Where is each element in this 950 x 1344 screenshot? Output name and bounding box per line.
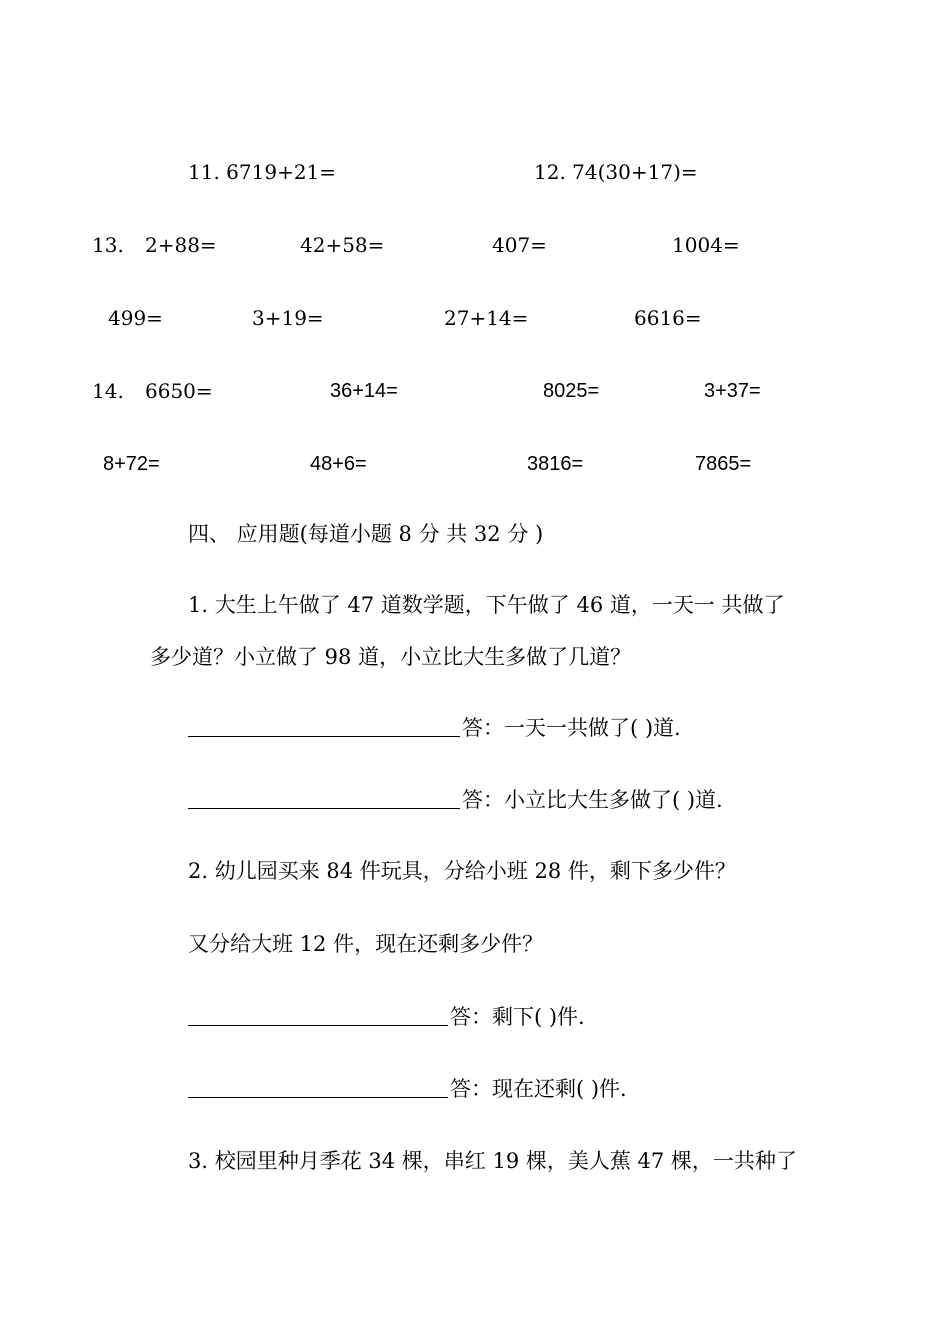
problem-14-item: 36+14=: [330, 380, 398, 402]
problem-13-item: 499=: [108, 306, 163, 330]
problem-14-item: 3+37=: [704, 380, 761, 402]
problem-1-text: 1. 大生上午做了 47 道数学题，下午做了 46 道，一天一 共做了: [188, 593, 785, 617]
answer-2b: 答：现在还剩( )件.: [450, 1077, 627, 1101]
problem-13-item: 27+14=: [444, 306, 529, 330]
problem-12: 12. 74(30+17)=: [534, 160, 698, 184]
problem-13-label: 13.: [92, 233, 124, 257]
section-heading: 四、 应用题(每道小题 8 分 共 32 分 ): [188, 522, 544, 546]
answer-2a: 答：剩下( )件.: [450, 1005, 585, 1029]
problem-2-text: 2. 幼儿园买来 84 件玩具，分给小班 28 件，剩下多少件？: [188, 859, 736, 883]
problem-13-item: 2+88=: [145, 233, 217, 257]
problem-3-text: 3. 校园里种月季花 34 棵，串红 19 棵，美人蕉 47 棵，一共种了: [188, 1149, 797, 1173]
answer-1a: 答：一天一共做了( )道.: [462, 716, 681, 740]
problem-14-item: 48+6=: [310, 453, 367, 475]
problem-14-item: 3816=: [527, 453, 584, 475]
problem-13-item: 3+19=: [252, 306, 324, 330]
problem-13-item: 1004=: [672, 233, 740, 257]
problem-13-item: 407=: [492, 233, 547, 257]
answer-blank[interactable]: [188, 1077, 448, 1098]
problem-14-item: 6650=: [145, 379, 213, 403]
answer-blank[interactable]: [188, 716, 460, 737]
problem-14-label: 14.: [92, 379, 124, 403]
problem-14-item: 8+72=: [103, 453, 160, 475]
problem-1-text: 多少道？小立做了 98 道，小立比大生多做了几道？: [150, 645, 632, 669]
problem-14-item: 7865=: [695, 453, 752, 475]
answer-blank[interactable]: [188, 788, 460, 809]
problem-14-item: 8025=: [543, 380, 600, 402]
problem-13-item: 42+58=: [300, 233, 385, 257]
problem-2-text: 又分给大班 12 件，现在还剩多少件？: [188, 932, 544, 956]
problem-13-item: 6616=: [634, 306, 702, 330]
answer-1b: 答：小立比大生多做了( )道.: [462, 788, 723, 812]
problem-11: 11. 6719+21=: [188, 160, 337, 184]
answer-blank[interactable]: [188, 1005, 448, 1026]
